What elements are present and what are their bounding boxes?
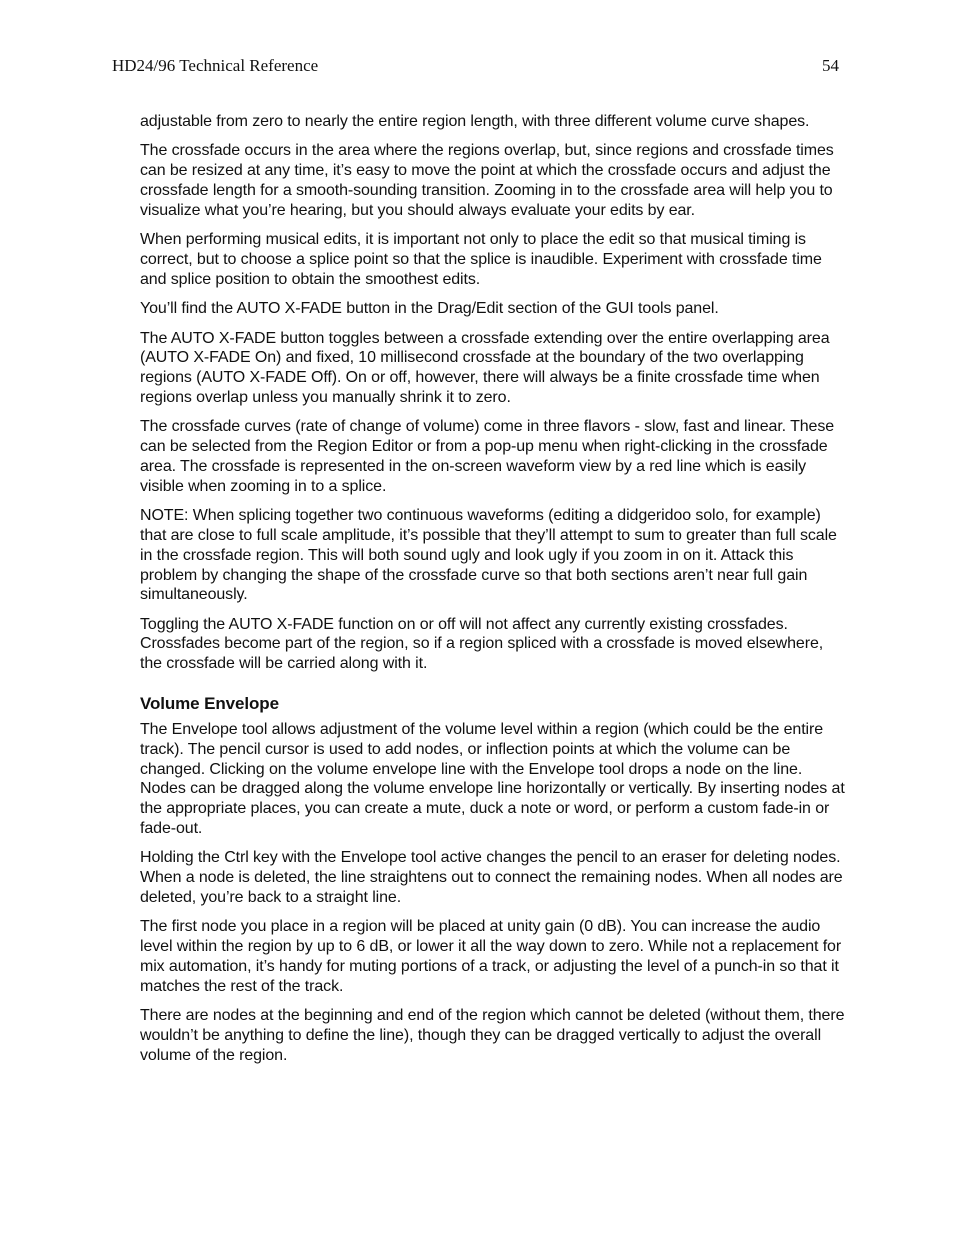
- paragraph: The first node you place in a region will be placed at unity gain (0 dB). You can increase the audio level within the region by up to 6 dB, or lower it all the way down to zero. While not a replacement for mix automation, it’s handy for muting portions of a track, or adjusting the level of a punch-in so that it matches the rest of the track.: [140, 918, 842, 995]
- paragraph: You’ll find the AUTO X-FADE button in the Drag/Edit section of the GUI tools panel.: [140, 300, 719, 318]
- page-header: [112, 56, 839, 80]
- document-title: HD24/96 Technical Reference: [112, 56, 319, 75]
- paragraph: When performing musical edits, it is important not only to place the edit so that musical timing is correct, but to choose a splice point so that the splice is inaudible. Experiment with crossfade time and splice position to obtain the smoothest edits.: [140, 231, 822, 288]
- section-heading: Volume Envelope: [140, 694, 279, 714]
- paragraph: Holding the Ctrl key with the Envelope tool active changes the pencil to an eraser for deleting nodes. When a node is deleted, the line straightens out to connect the remaining nodes. When all nodes are deleted, you’re back to a straight line.: [140, 849, 843, 907]
- paragraph: The AUTO X-FADE button toggles between a crossfade extending over the entire overlapping area (AUTO X-FADE On) and fixed, 10 millisecond crossfade at the boundary of the two overlapping regions (AUTO X-FADE Off). On or off, however, there will always be a finite crossfade time when regions overlap unless you manually shrink it to zero.: [140, 329, 830, 406]
- paragraph: There are nodes at the beginning and end of the region which cannot be deleted (without them, there wouldn’t be anything to define the line), though they can be dragged vertically to adjust the overall volume of the region.: [140, 1007, 845, 1064]
- paragraph: adjustable from zero to nearly the entire region length, with three different volume curve shapes.: [140, 113, 810, 130]
- note-paragraph: NOTE: When splicing together two continuous waveforms (editing a didgeridoo solo, for example) that are close to full scale amplitude, it’s possible that they’ll attempt to sum to greater than full scale in the crossfade region. This will both sound ugly and look ugly if you zoom in on it. Attack this problem by changing the shape of the crossfade curve so that both sections aren’t near full gain simultaneously.: [140, 507, 837, 604]
- page-body: [140, 112, 846, 1075]
- paragraph: The crossfade curves (rate of change of volume) come in three flavors - slow, fast and linear. These can be selected from the Region Editor or from a pop-up menu when right-clicking in the crossfade area. The crossfade is represented in the on-screen waveform view by a red line which is easily visible when zooming in to a splice.: [140, 418, 835, 495]
- page-number: 54: [822, 56, 839, 75]
- paragraph: The crossfade occurs in the area where the regions overlap, but, since regions and crossfade times can be resized at any time, it’s easy to move the point at which the crossfade occurs and adjust the crossfade length for a smooth-sounding transition. Zooming in to the crossfade area will help you to visualize what you’re hearing, but you should always evaluate your edits by ear.: [140, 142, 834, 219]
- paragraph: The Envelope tool allows adjustment of the volume level within a region (which could be the entire track). The pencil cursor is used to add nodes, or inflection points at which the volume can be changed. Clicking on the volume envelope line with the Envelope tool drops a node on the line. Nodes can be dragged along the volume envelope line horizontally or vertically. By inserting nodes at the appropriate places, you can create a mute, duck a note or word, or perform a custom fade-in or fade-out.: [140, 721, 845, 838]
- paragraph: Toggling the AUTO X-FADE function on or off will not affect any currently existing crossfades. Crossfades become part of the region, so if a region spliced with a crossfade is moved elsewhere, the crossfade will be carried along with it.: [140, 615, 824, 673]
